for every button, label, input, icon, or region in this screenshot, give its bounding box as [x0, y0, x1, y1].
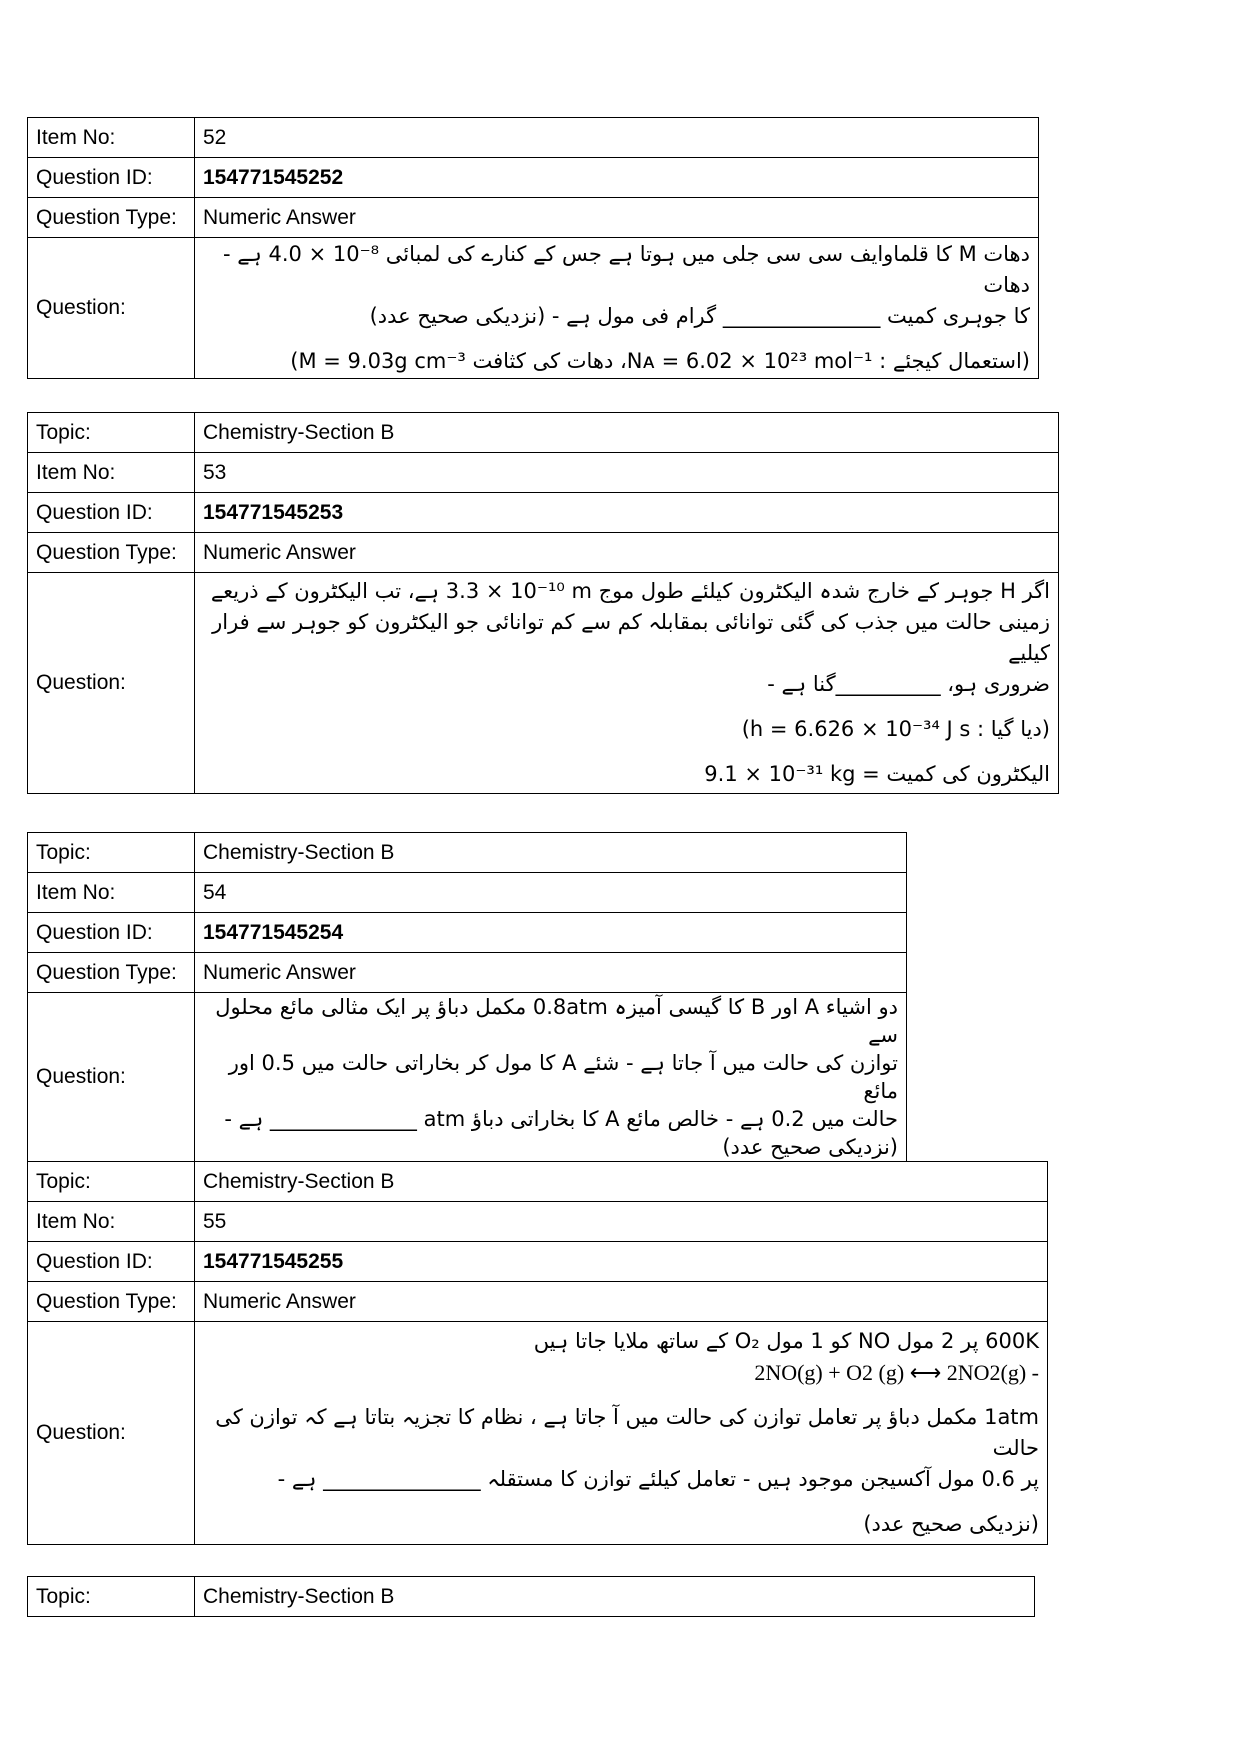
topic-value: Chemistry-Section B	[195, 1577, 1035, 1617]
question-line: (استعمال کیجئے : ‎Nᴀ = 6.02 × 10²³ mol⁻¹‎، دھات کی کثافت ‎M = 9.03g cm⁻³‎)	[290, 349, 1030, 373]
question-line: (نزدیکی صحیح عدد)	[863, 1512, 1039, 1536]
item-no-label: Item No:	[28, 873, 195, 913]
question-id-value: 154771545252	[195, 158, 1039, 198]
question-line: الیکٹرون کی کمیت = ‎9.1 × 10⁻³¹ kg‎	[704, 762, 1050, 786]
question-id-label: Question ID:	[28, 1242, 195, 1282]
item-no-label: Item No:	[28, 1202, 195, 1242]
equation-line: 2NO(g) + O2 (g) ⟷ 2NO2(g) -	[754, 1360, 1039, 1385]
question-label: Question:	[28, 993, 195, 1162]
question-id-label: Question ID:	[28, 493, 195, 533]
question-body	[195, 993, 907, 1162]
question-line: دھات M کا قلماوایف سی سی جلی میں ہوتا ہے جس کے کنارے کی لمبائی ‎4.0 × 10⁻⁸‎ ہے - دھات	[222, 242, 1030, 297]
question-id-value: 154771545254	[195, 913, 907, 953]
question-table-54	[27, 832, 907, 1162]
question-table-53	[27, 412, 1059, 794]
question-body	[195, 1322, 1048, 1545]
question-line: کا جوہری کمیت _______________ گرام فی مول ہے - (نزدیکی صحیح عدد)	[369, 304, 1030, 328]
item-no-label: Item No:	[28, 453, 195, 493]
question-type-label: Question Type:	[28, 533, 195, 573]
question-table-55	[27, 1161, 1048, 1545]
question-type-value: Numeric Answer	[195, 1282, 1048, 1322]
question-line: ضروری ہو، __________گنا ہے -	[767, 672, 1050, 696]
question-line: دو اشیاء A اور B کا گیسی آمیزہ 0.8atm مکمل دباؤ پر ایک مثالی مائع محلول سے	[215, 995, 898, 1047]
question-table-52	[27, 117, 1039, 379]
question-id-label: Question ID:	[28, 913, 195, 953]
question-id-label: Question ID:	[28, 158, 195, 198]
question-line: (دیا گیا : ‎h = 6.626 × 10⁻³⁴ J s‎)	[741, 717, 1050, 741]
question-line: زمینی حالت میں جذب کی گئی توانائی بمقابلہ کم سے کم توانائی جو الیکٹرون کو جوہر سے فرار کیلیے	[212, 610, 1050, 665]
topic-value: Chemistry-Section B	[195, 833, 907, 873]
topic-label: Topic:	[28, 413, 195, 453]
question-label: Question:	[28, 238, 195, 379]
question-table-56-partial	[27, 1576, 1035, 1617]
question-label: Question:	[28, 1322, 195, 1545]
question-type-label: Question Type:	[28, 953, 195, 993]
question-line: اگر H جوہر کے خارج شدہ الیکٹرون کیلئے طول موج ‎3.3 × 10⁻¹⁰ m‎ ہے، تب الیکٹرون کے ذریعے	[210, 579, 1050, 603]
item-no-value: 54	[195, 873, 907, 913]
question-type-label: Question Type:	[28, 1282, 195, 1322]
question-line: (نزدیکی صحیح عدد)	[722, 1135, 898, 1159]
question-line: پر 0.6 مول آکسیجن موجود ہیں - تعامل کیلئے توازن کا مستقلہ _______________ ہے -	[277, 1467, 1039, 1491]
topic-value: Chemistry-Section B	[195, 413, 1059, 453]
item-no-value: 55	[195, 1202, 1048, 1242]
question-body	[195, 573, 1059, 794]
question-line: 600K پر 2 مول NO کو 1 مول O₂ کے ساتھ ملایا جاتا ہیں	[533, 1329, 1039, 1353]
question-line: 1atm مکمل دباؤ پر تعامل توازن کی حالت میں آ جاتا ہے ، نظام کا تجزیہ بتاتا ہے کہ توازن کی حالت	[215, 1405, 1039, 1460]
topic-value: Chemistry-Section B	[195, 1162, 1048, 1202]
item-no-label: Item No:	[28, 118, 195, 158]
question-line: توازن کی حالت میں آ جاتا ہے - شئے A کا مول کر بخاراتی حالت میں 0.5 اور مائع	[228, 1051, 898, 1103]
question-id-value: 154771545253	[195, 493, 1059, 533]
question-type-label: Question Type:	[28, 198, 195, 238]
question-label: Question:	[28, 573, 195, 794]
topic-label: Topic:	[28, 1162, 195, 1202]
topic-label: Topic:	[28, 1577, 195, 1617]
question-type-value: Numeric Answer	[195, 198, 1039, 238]
question-id-value: 154771545255	[195, 1242, 1048, 1282]
question-body	[195, 238, 1039, 379]
topic-label: Topic:	[28, 833, 195, 873]
question-type-value: Numeric Answer	[195, 953, 907, 993]
question-type-value: Numeric Answer	[195, 533, 1059, 573]
item-no-value: 53	[195, 453, 1059, 493]
question-line: حالت میں 0.2 ہے - خالص مائع A کا بخاراتی دباؤ atm ______________ ہے -	[224, 1107, 898, 1131]
item-no-value: 52	[195, 118, 1039, 158]
